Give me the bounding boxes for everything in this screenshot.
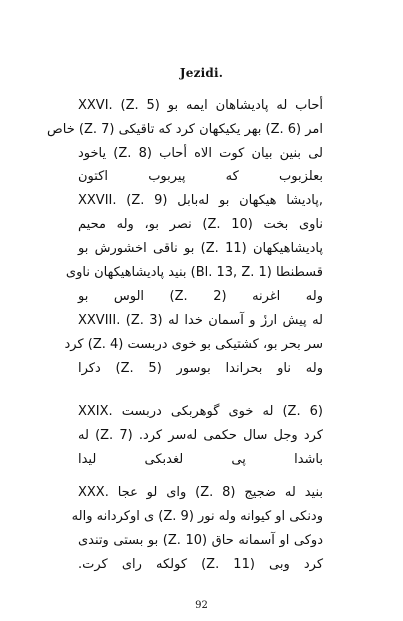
text-line: وله اغرنه (Z. 2) الوس بو [78,289,324,304]
text-line: امر (Z. 6) بهر یکیکهان کرد که تاقیکی (Z. 7) خاص [47,122,323,137]
text-line: قسطنطا (Bl. 13, Z. 1) بنید پادیشاهیکهان ناوی [65,265,323,280]
text-line: XXVI. (Z. 5) أحاب له پادیشاهان ایمه بو [78,98,324,113]
text-line: لی بنین بیان کوت الاه أحاب (Z. 8) یاخود [78,146,323,161]
text-line: بعلزبوب که پیربوب اکتون [78,169,323,184]
text-line: ناوی بخت (Z. 10) نصر بو، وله محیم [78,217,323,232]
text-line: پادیشاهیکهان (Z. 11) بو ناقی اخشورش بو [78,241,323,256]
text-line: باشدا پی لغدبکی لیدا [78,452,323,467]
text-line: دوکی او آسمانه حاق (Z. 10) بو بستی وتندی [78,533,323,548]
page-number: 92 [195,600,208,611]
text-line: XXIX. له خوی گوهربکی دربست (Z. 6) [78,404,323,419]
text-line: وله ناو بحراندا بوسور (Z. 5) دکرا [78,361,323,376]
text-line: XXVIII. (Z. 3) له پیش ارزٔ و آسمان خدا له [78,313,323,328]
text-line: کرد وجل سال حکمی لەسر کرد. (Z. 7) له [78,428,323,443]
text-line: XXX. وای لو عجا (Z. 8) بنید له ضجیج [78,485,324,500]
text-line: XXVII. (Z. 9) پادیشا هیکهان بو لەبابل, [78,193,323,208]
text-line: کرد وبی (Z. 11) کولکه رای کرت. [78,557,324,572]
text-line: ودنکی او کیوانه وله نور (Z. 9) ی اوکردانه واله [71,509,323,524]
text-line: سر بحر بو، کشتیکی بو خوی دربست (Z. 4) کرد [64,337,323,352]
page-header: Jezidi. [179,66,224,80]
